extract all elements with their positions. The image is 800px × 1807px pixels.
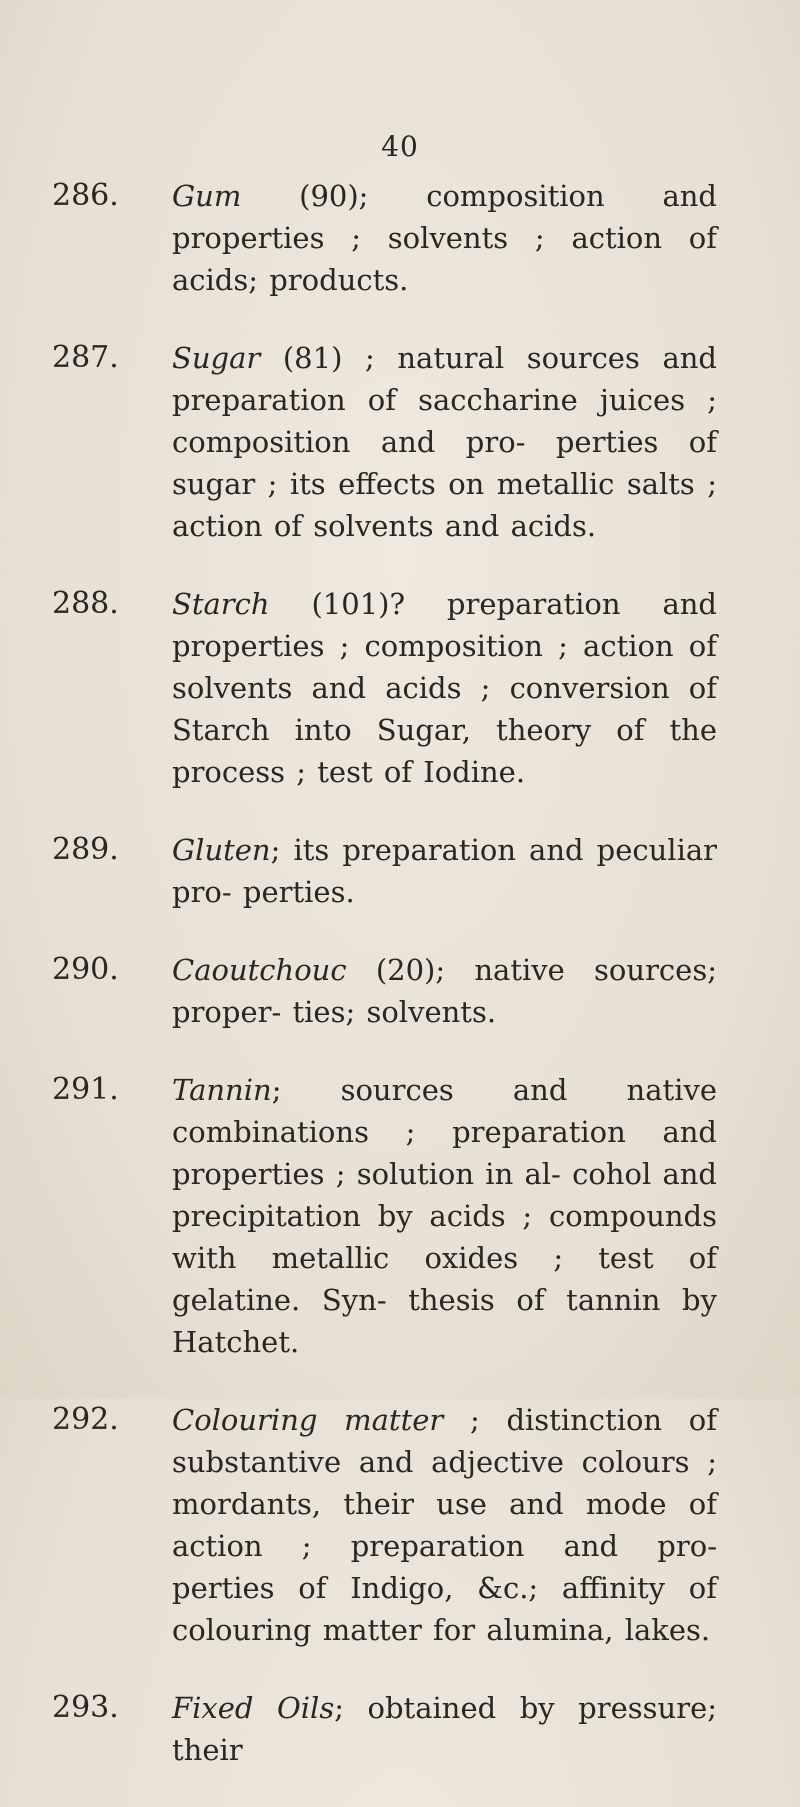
entry-list: [0, 175, 800, 1807]
entry-text: [172, 949, 717, 1033]
entry-287: [0, 337, 800, 547]
entry-description: (101)? preparation and properties ; composition ; action of solvents and acids ; conversion of Starch into Sugar, theory of the process ; test of Iodine.: [172, 587, 717, 789]
entry-topic: Sugar: [172, 341, 261, 375]
entry-number: 287.: [52, 340, 119, 375]
entry-topic: Caoutchouc: [172, 953, 347, 987]
entry-293: [0, 1687, 800, 1771]
entry-text: [172, 337, 717, 547]
entry-description: ; its preparation and peculiar pro- perties.: [172, 833, 717, 909]
entry-description: (90); composition and properties ; solvents ; action of acids; products.: [172, 179, 717, 297]
entry-text: [172, 1069, 717, 1363]
entry-topic: Colouring matter: [172, 1403, 444, 1437]
entry-description: ; obtained by pressure; their: [172, 1691, 717, 1767]
entry-286: [0, 175, 800, 301]
page-number: 40: [381, 130, 419, 163]
entry-text: [172, 175, 717, 301]
entry-number: 286.: [52, 178, 119, 213]
entry-description: ; distinction of substantive and adjective colours ; mordants, their use and mode of action ; preparation and pro- perties of Indigo, &c.; affinity of colouring matter for alumina, lakes.: [172, 1403, 717, 1647]
entry-number: 290.: [52, 952, 119, 987]
entry-topic: Tannin: [172, 1073, 272, 1107]
entry-topic: Fixed Oils: [172, 1691, 335, 1725]
entry-number: 289.: [52, 832, 119, 867]
entry-text: [172, 829, 717, 913]
entry-text: [172, 1399, 717, 1651]
entry-topic: Starch: [172, 587, 270, 621]
entry-topic: Gum: [172, 179, 242, 213]
entry-topic: Gluten: [172, 833, 271, 867]
entry-291: [0, 1069, 800, 1363]
entry-description: (81) ; natural sources and preparation of saccharine juices ; composition and pro- perties of sugar ; its effects on metallic salts ; action of solvents and acids.: [172, 341, 717, 543]
entry-290: [0, 949, 800, 1033]
entry-number: 291.: [52, 1072, 119, 1107]
entry-text: [172, 583, 717, 793]
entry-292: [0, 1399, 800, 1651]
entry-number: 293.: [52, 1690, 119, 1725]
entry-description: ; sources and native combinations ; preparation and properties ; solution in al- cohol and precipitation by acids ; compounds with metallic oxides ; test of gelatine. Syn- thesis of tannin by Hatchet.: [172, 1073, 717, 1359]
entry-description: (20); native sources; proper- ties; solvents.: [172, 953, 717, 1029]
entry-text: [172, 1687, 717, 1771]
entry-number: 292.: [52, 1402, 119, 1437]
entry-288: [0, 583, 800, 793]
entry-number: 288.: [52, 586, 119, 621]
entry-289: [0, 829, 800, 913]
